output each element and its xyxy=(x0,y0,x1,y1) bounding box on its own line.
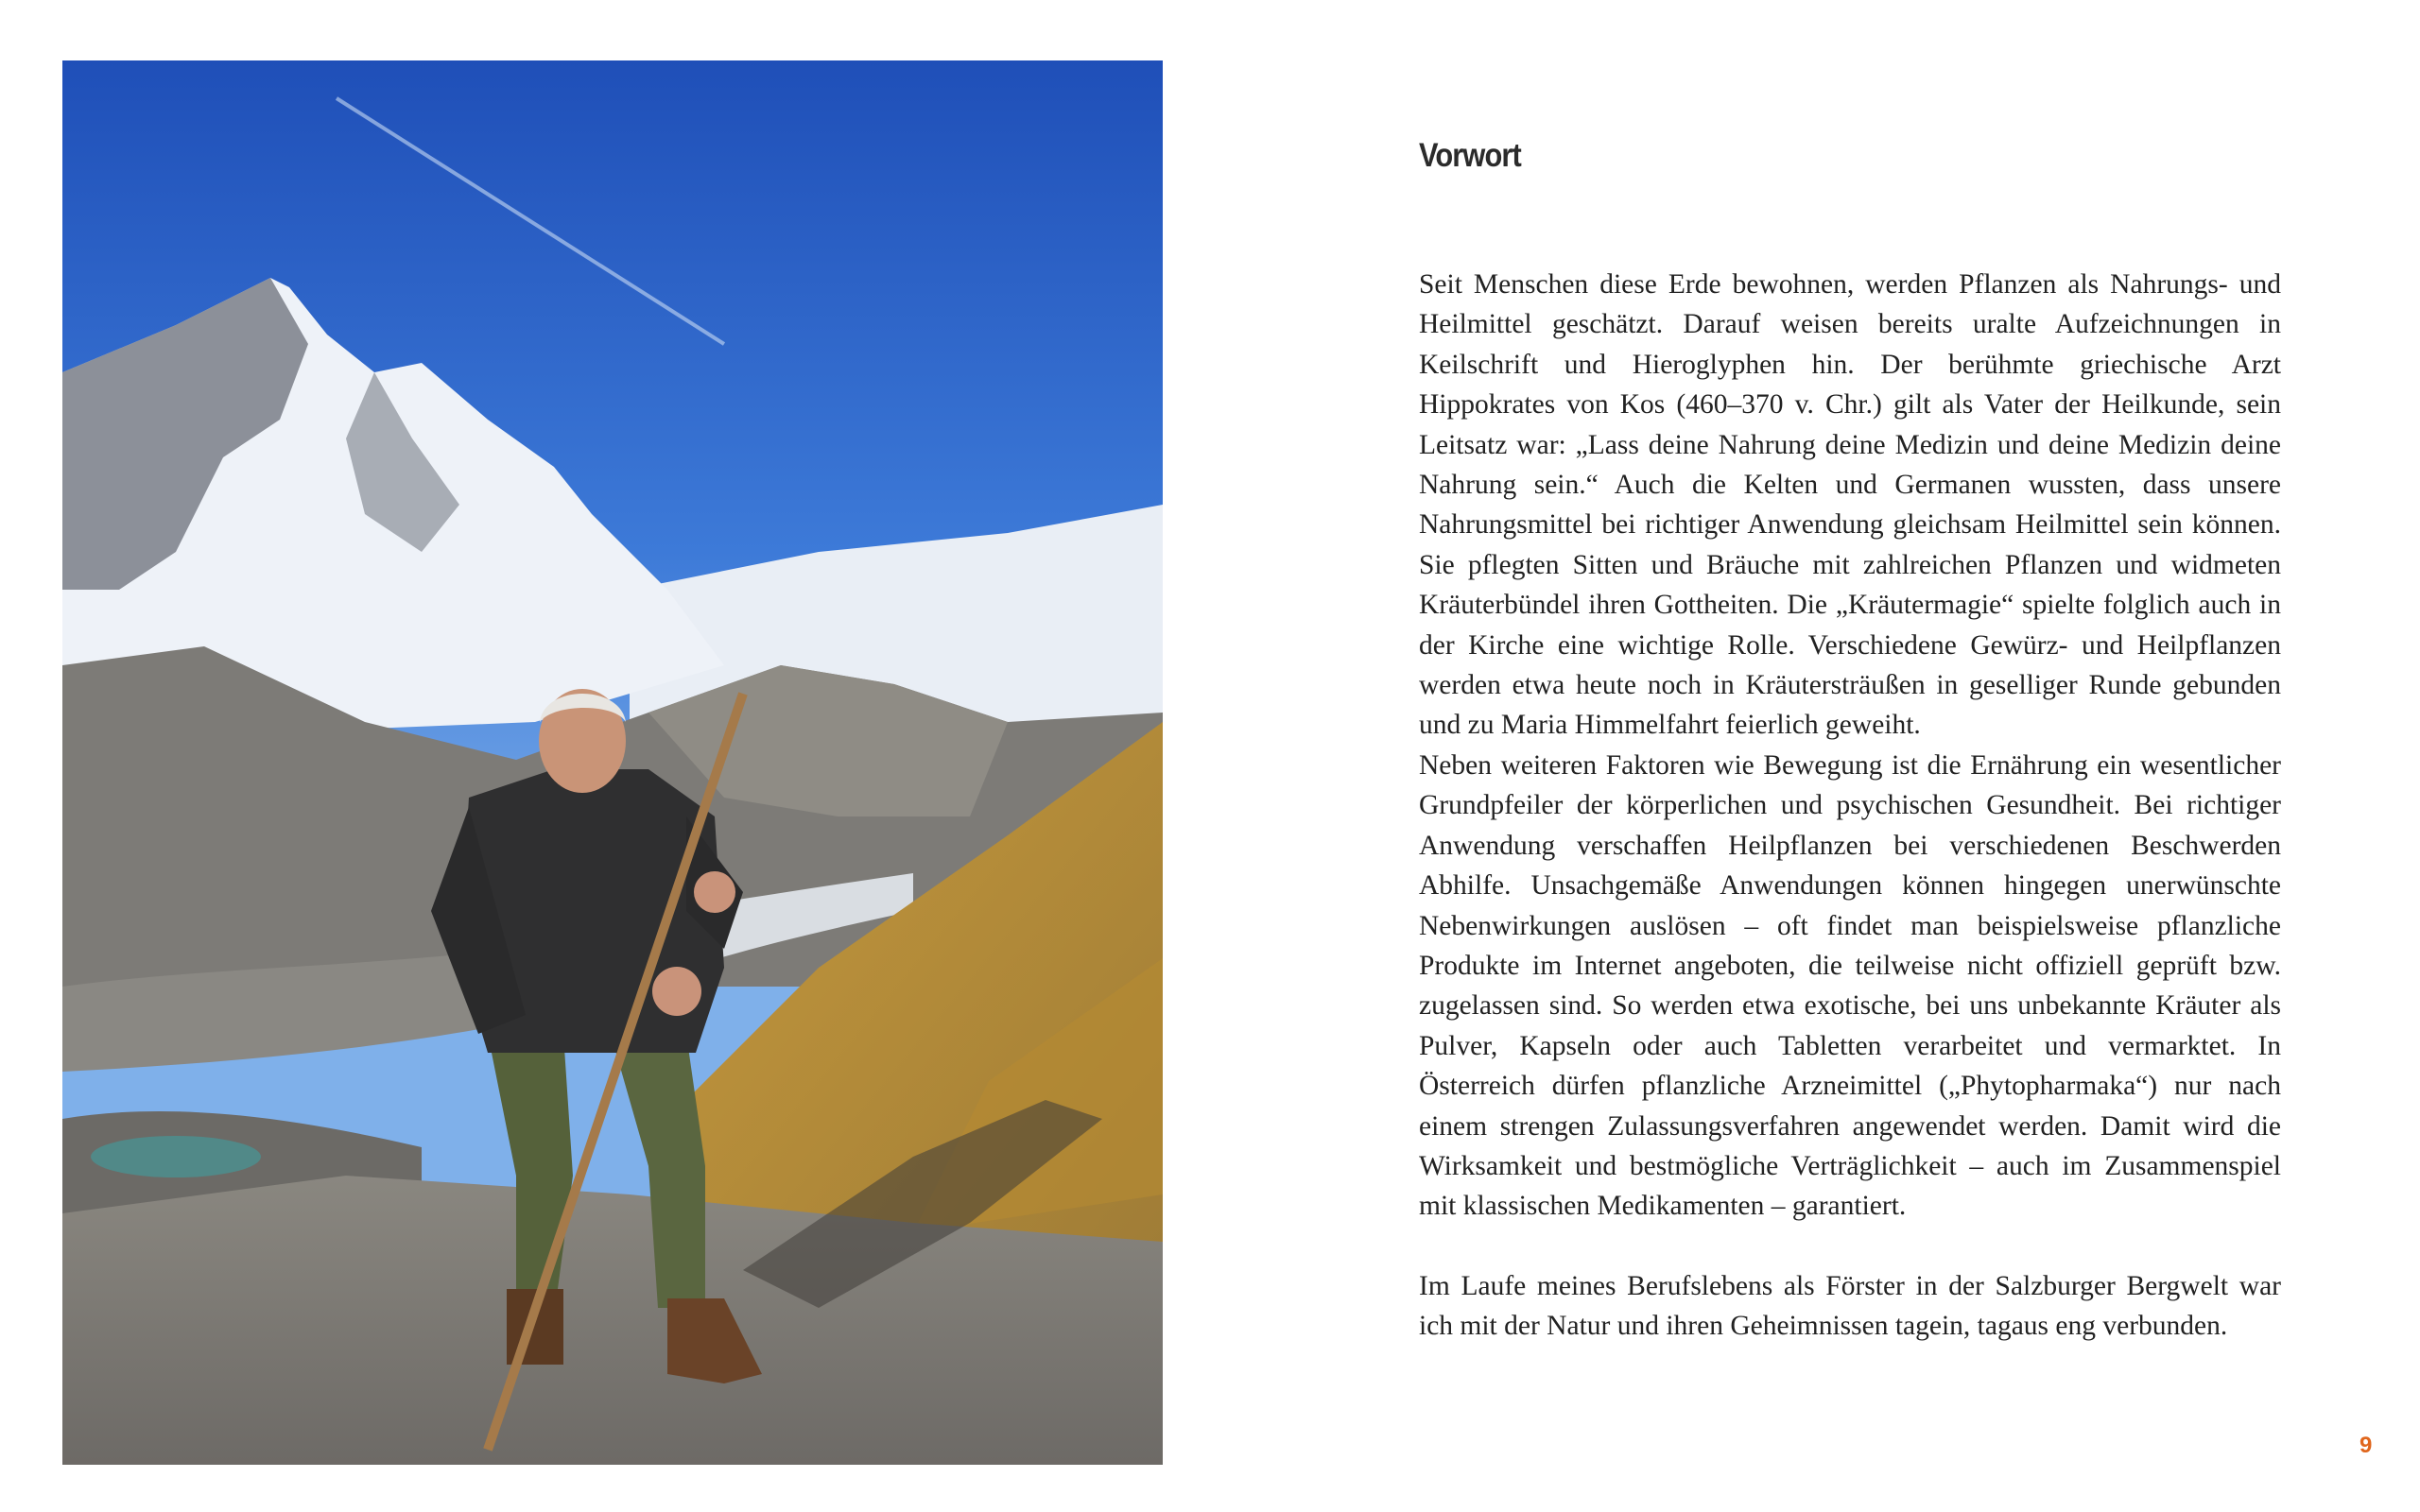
mountain-hiker-photo xyxy=(62,60,1163,1465)
page-number: 9 xyxy=(2360,1433,2373,1458)
foreword-paragraph-1: Seit Menschen diese Erde bewohnen, werden Pflanzen als Nahrungs- und Heilmittel geschätzt. Darauf weisen bereits uralte Aufzeichnungen in Keilschrift und Hieroglyphen hin. Der berühmte griechische Arzt Hippokrates von Kos (460–370 v. Chr.) gilt als Vater der Heilkunde, sein Leitsatz war: „Lass deine Nahrung deine Medizin und deine Medizin deine Nahrung sein.“ Auch die Kelten und Germanen wussten, dass unsere Nahrungsmittel bei richtiger Anwendung gleichsam Heilmittel sein können. Sie pflegten Sitten und Bräuche mit zahlreichen Pflanzen und widmeten Kräuterbündel ihren Gottheiten. Die „Kräutermagie“ spielte folglich auch in der Kirche eine wichtige Rolle. Verschiedene Gewürz- und Heilpflanzen werden etwa heute noch in Kräutersträußen in geselliger Runde gebunden und zu Maria Himmelfahrt feierlich geweiht. xyxy=(1419,269,2281,741)
foreword-paragraph-3: Im Laufe meines Berufslebens als Förster in der Salzburger Bergwelt war ich mit der Natur und ihren Geheimnissen tagein, tagaus eng verbunden. xyxy=(1419,1270,2281,1342)
foreword-paragraph-2: Neben weiteren Faktoren wie Bewegung ist die Ernährung ein wesentlicher Grundpfeiler der körperlichen und psychischen Gesundheit. Bei richtiger Anwendung verschaffen Heilpflanzen bei verschiedenen Beschwerden Abhilfe. Unsachgemäße Anwendungen können hingegen unerwünschte Nebenwirkungen auslösen – oft findet man beispielsweise pflanzliche Produkte im Internet angeboten, die teilweise nicht offiziell geprüft bzw. zugelassen sind. So werden etwa exotische, bei uns unbekannte Kräuter als Pulver, Kapseln oder auch Tabletten verarbeitet und vermarktet. In Österreich dürfen pflanzliche Arzneimittel („Phytopharmaka“) nur nach einem strengen Zulassungsverfahren angewendet werden. Damit wird die Wirksamkeit und bestmögliche Verträglichkeit – auch im Zusammenspiel mit klassischen Medikamenten – garantiert. xyxy=(1419,749,2281,1222)
foreword-page xyxy=(1419,132,2281,1342)
photo-illustration xyxy=(62,60,1163,1465)
foreword-heading: Vorwort xyxy=(1419,137,1521,174)
foreword-body xyxy=(1419,265,2281,1347)
